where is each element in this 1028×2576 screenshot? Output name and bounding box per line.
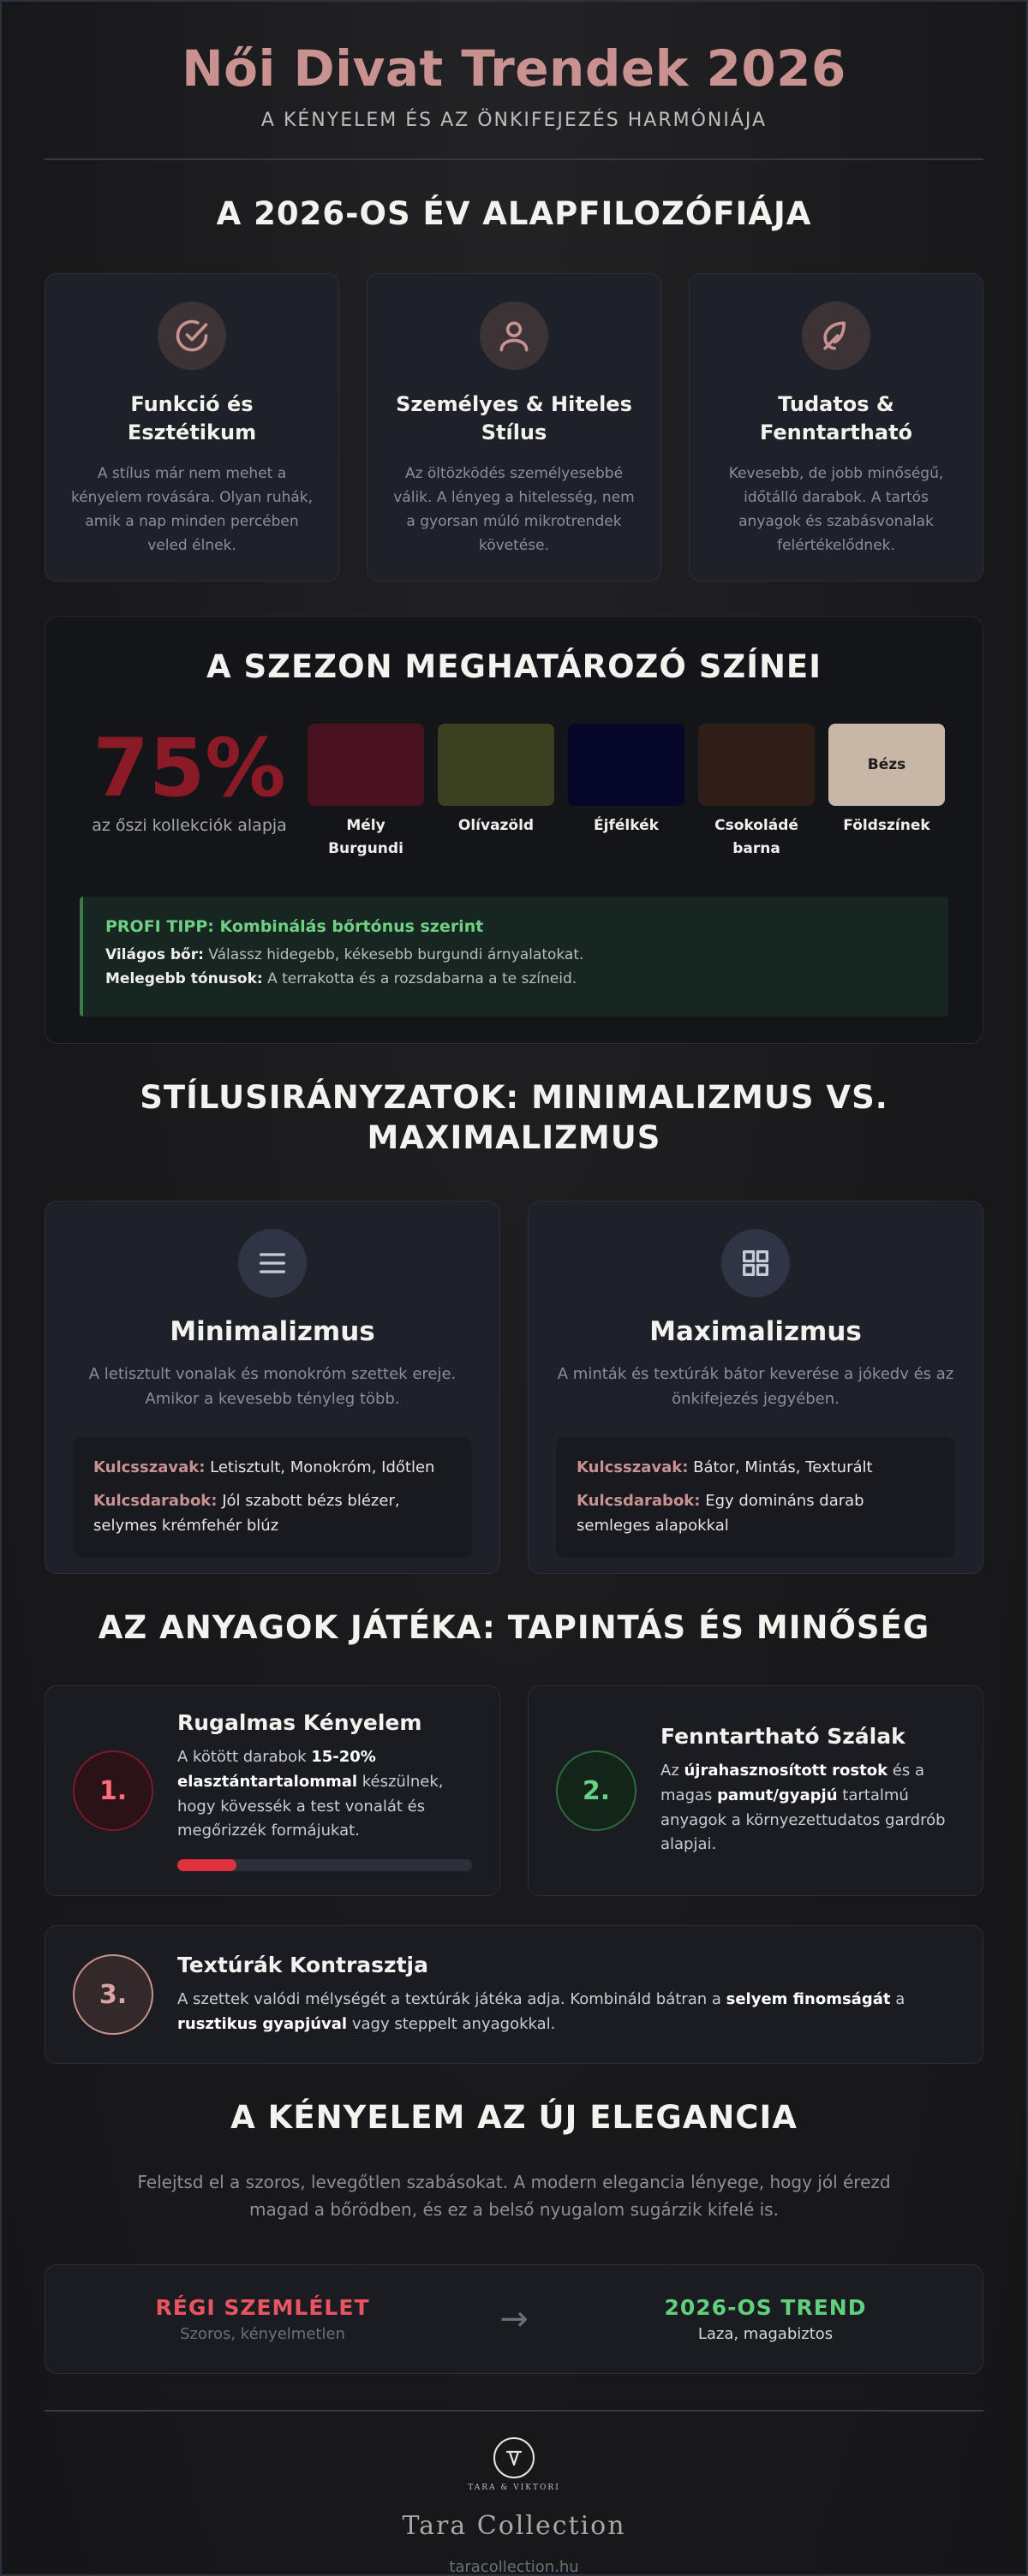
brand-url-link[interactable]: taracollection.hu bbox=[449, 2558, 579, 2576]
brand-name: Tara Collection bbox=[402, 2511, 626, 2542]
brand-logo bbox=[45, 2437, 983, 2492]
new-trend-sub: Laza, magabiztos bbox=[697, 2325, 834, 2344]
old-approach-label: RÉGI SZEMLÉLET bbox=[155, 2295, 370, 2321]
material-body bbox=[177, 1953, 955, 2037]
material-body bbox=[660, 1724, 955, 1857]
philosophy-card-title: Funkció és Esztétikum bbox=[127, 392, 257, 444]
materials-row bbox=[45, 1685, 983, 1896]
swatch-name: Éjfélkék bbox=[594, 816, 659, 834]
swatch-name: Olívazöld bbox=[457, 816, 535, 834]
check-circle-icon bbox=[158, 301, 226, 370]
percent-label: az őszi kollekciók alapja bbox=[92, 815, 287, 835]
swatch-midnight bbox=[568, 724, 684, 861]
philosophy-card-title: Tudatos & Fenntartható bbox=[759, 392, 913, 444]
style-card-title: Minimalizmus bbox=[170, 1315, 375, 1347]
style-card-text: A letisztult vonalak és monokróm szettek ereje. Amikor a kevesebb tényleg több. bbox=[88, 1364, 457, 1408]
philosophy-card-personal bbox=[367, 273, 661, 581]
percent-block bbox=[80, 721, 299, 861]
page-title: Női Divat Trendek 2026 bbox=[182, 39, 846, 98]
swatch-box bbox=[308, 724, 424, 806]
footer-divider bbox=[45, 2410, 983, 2412]
pro-tip-key: Melegebb tónusok: bbox=[105, 969, 263, 987]
elastane-progress-bar bbox=[177, 1859, 472, 1871]
header-divider bbox=[45, 158, 983, 160]
material-text: A kötött darabok 15-20% elasztántartalommal készülnek, hogy kövessék a test vonalát és megőrizzék formájukat. bbox=[177, 1747, 444, 1840]
material-text: A szettek valódi mélységét a textúrák játéka adja. Kombináld bátran a selyem finomságát a rusztikus gyapjúval vagy steppelt anyagokkal. bbox=[177, 1989, 905, 2033]
philosophy-card-text: Az öltözködés személyesebbé válik. A lényeg a hitelesség, nem a gyorsan múló mikrotrendek követése. bbox=[393, 465, 635, 555]
logo-subtext: TARA & VIKTORI bbox=[468, 2484, 560, 2493]
swatch-name: Mély Burgundi bbox=[328, 816, 403, 857]
material-card-stretch bbox=[45, 1685, 500, 1896]
philosophy-card-sustainable bbox=[689, 273, 983, 581]
logo-emblem bbox=[493, 2437, 535, 2478]
pro-tip-key: Világos bőr: bbox=[105, 945, 204, 963]
material-body bbox=[177, 1710, 472, 1871]
pro-tip-title: PROFI TIPP: Kombinálás bőrtónus szerint bbox=[105, 916, 484, 936]
pro-tip-box bbox=[80, 897, 948, 1017]
season-colors-section bbox=[45, 616, 983, 1044]
philosophy-card-title: Személyes & Hiteles Stílus bbox=[396, 392, 632, 444]
swatch-box bbox=[568, 724, 684, 806]
philosophy-card-text: Kevesebb, de jobb minőségű, időtálló darabok. A tartós anyagok és szabásvonalak felértékelődnek. bbox=[728, 465, 944, 555]
old-vs-new-comparison bbox=[45, 2264, 983, 2374]
colors-main bbox=[80, 721, 948, 861]
material-text: Az újrahasznosított rostok és a magas pamut/gyapjú tartalmú anyagok a környezettudatos gardrób alapjai. bbox=[660, 1761, 946, 1854]
leaf-icon bbox=[802, 301, 870, 370]
key-pieces-row bbox=[577, 1489, 935, 1539]
swatch-earth bbox=[828, 724, 945, 861]
pro-tip-text: Válassz hidegebb, kékesebb burgundi árnyalatokat. bbox=[203, 945, 584, 963]
key-pieces-label: Kulcsdarabok: bbox=[93, 1492, 218, 1511]
material-card-texture bbox=[45, 1925, 983, 2064]
pro-tip-line bbox=[105, 970, 926, 987]
arrow-right-icon: → bbox=[499, 2299, 529, 2340]
new-trend bbox=[548, 2295, 983, 2343]
keywords-label: Kulcsszavak: bbox=[577, 1458, 689, 1477]
elastane-progress-fill bbox=[177, 1859, 236, 1871]
material-card-sustainable bbox=[528, 1685, 983, 1896]
philosophy-cards bbox=[45, 273, 983, 581]
philosophy-title: A 2026-OS ÉV ALAPFILOZÓFIÁJA bbox=[216, 195, 812, 232]
comfort-title: A KÉNYELEM AZ ÚJ ELEGANCIA bbox=[230, 2099, 798, 2136]
pro-tip-line bbox=[105, 946, 926, 963]
style-card-text: A minták és textúrák bátor keverése a jókedv és az önkifejezés jegyében. bbox=[557, 1364, 954, 1408]
material-title: Rugalmas Kényelem bbox=[177, 1709, 422, 1735]
philosophy-card-function bbox=[45, 273, 339, 581]
number-badge: 1. bbox=[73, 1750, 153, 1831]
key-pieces-row bbox=[93, 1489, 451, 1539]
key-pieces-value: Jól szabott bézs blézer, selymes krémfehér blúz bbox=[93, 1492, 400, 1535]
user-icon bbox=[480, 301, 548, 370]
menu-lines-icon bbox=[238, 1229, 307, 1297]
number-badge: 3. bbox=[73, 1954, 153, 2035]
material-title: Fenntartható Szálak bbox=[660, 1723, 905, 1749]
swatch-name: Csokoládé barna bbox=[714, 816, 798, 857]
keywords-value: Letisztult, Monokróm, Időtlen bbox=[205, 1458, 435, 1477]
keywords-row bbox=[93, 1456, 451, 1481]
style-card-minimalism bbox=[45, 1201, 500, 1574]
swatch-box bbox=[698, 724, 815, 806]
color-swatches bbox=[308, 724, 945, 861]
key-pieces-label: Kulcsdarabok: bbox=[577, 1492, 701, 1511]
swatch-olive bbox=[438, 724, 554, 861]
style-card-details bbox=[73, 1437, 472, 1557]
grid-icon bbox=[721, 1229, 790, 1297]
material-title: Textúrák Kontrasztja bbox=[177, 1952, 428, 1977]
style-card-details bbox=[556, 1437, 955, 1557]
keywords-label: Kulcsszavak: bbox=[93, 1458, 206, 1477]
old-approach-sub: Szoros, kényelmetlen bbox=[180, 2325, 345, 2344]
key-pieces-value: Egy domináns darab semleges alapokkal bbox=[577, 1492, 864, 1535]
philosophy-card-text: A stílus már nem mehet a kényelem rovására. Olyan ruhák, amik a nap minden percében veled élnek. bbox=[70, 465, 314, 555]
swatch-burgundy bbox=[308, 724, 424, 861]
new-trend-label: 2026-OS TREND bbox=[664, 2295, 867, 2321]
swatch-box bbox=[438, 724, 554, 806]
swatch-name: Földszínek bbox=[843, 816, 930, 834]
pro-tip-text: A terrakotta és a rozsdabarna a te színeid. bbox=[262, 969, 577, 987]
materials-title: AZ ANYAGOK JÁTÉKA: TAPINTÁS ÉS MINŐSÉG bbox=[98, 1608, 930, 1646]
keywords-value: Bátor, Mintás, Texturált bbox=[688, 1458, 873, 1477]
number-badge: 2. bbox=[556, 1750, 637, 1831]
comfort-text: Felejtsd el a szoros, levegőtlen szabásokat. A modern elegancia lényege, hogy jól érezd magad a bőrödben, és ez a belső nyugalom sugárzik kifelé is. bbox=[137, 2172, 891, 2221]
styles-title: STÍLUSIRÁNYZATOK: MINIMALIZMUS VS. MAXIMALIZMUS bbox=[140, 1079, 888, 1156]
style-card-title: Maximalizmus bbox=[649, 1315, 862, 1347]
page-subtitle: A KÉNYELEM ÉS AZ ÖNKIFEJEZÉS HARMÓNIÁJA bbox=[260, 110, 768, 131]
style-card-maximalism bbox=[528, 1201, 983, 1574]
swatch-chocolate bbox=[698, 724, 815, 861]
keywords-row bbox=[577, 1456, 935, 1481]
old-approach bbox=[45, 2295, 480, 2343]
swatch-box: Bézs bbox=[828, 724, 945, 806]
colors-title: A SZEZON MEGHATÁROZÓ SZÍNEI bbox=[206, 648, 822, 686]
style-cards bbox=[45, 1201, 983, 1574]
percent-value: 75% bbox=[93, 721, 286, 815]
